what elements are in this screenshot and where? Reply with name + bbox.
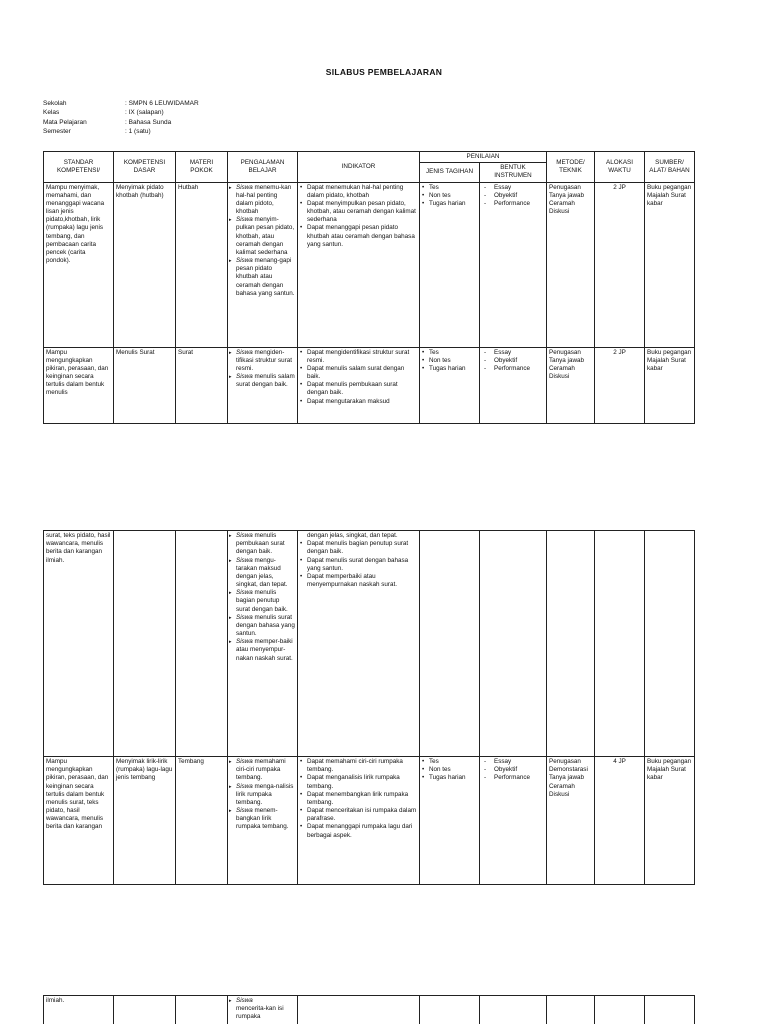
cell-jenis <box>420 182 480 347</box>
siswa-label: Siswa <box>236 348 253 356</box>
list-item <box>230 184 295 217</box>
list-item <box>230 557 295 590</box>
list-item <box>230 758 295 783</box>
list-item <box>230 783 295 808</box>
indikator-continued: dengan jelas, singkat, dan tepat. <box>307 532 398 539</box>
list-item <box>230 216 295 257</box>
list-item: • Dapat menanggapi rumpaka lagu dari berbagai aspek. <box>300 823 417 839</box>
siswa-label: Siswa <box>236 589 253 597</box>
activity-text: menulis surat dengan bahasa yang santun. <box>236 613 295 638</box>
cell-metode: Penugasan Tanya jawab Ceramah Diskusi <box>547 182 595 347</box>
table-row <box>44 347 695 423</box>
activity-text: menyim-pulkan pesan pidato, khotbah, atau ceramah dengan kalimat sederhana <box>236 216 295 256</box>
cell-alokasi <box>595 531 645 757</box>
cell-kompetensi: Menyimak pidato khotbah (hutbah) <box>114 182 176 347</box>
cell-bentuk <box>480 531 547 757</box>
activity-text: menemu-kan hal-hal penting dalam pidoto, khotbah <box>236 183 292 216</box>
cell-bentuk <box>480 757 547 885</box>
info-label: Semester <box>43 127 71 135</box>
list-item: • Dapat menganalisis lirik rumpaka tembang. <box>300 774 417 790</box>
activity-text: memper-baiki atau menyempur-nakan naskah surat. <box>236 638 293 662</box>
cell-sumber: Buku pegangan Majalah Surat kabar <box>645 182 695 347</box>
list-item <box>230 589 295 614</box>
cell-sumber <box>645 531 695 757</box>
cell-alokasi: 2 JP <box>595 347 645 423</box>
syllabus-table-part-1 <box>43 151 695 424</box>
list-item <box>230 614 295 639</box>
activity-text: menga-nalisis lirik rumpaka tembang. <box>236 782 294 806</box>
list-item: - Essay <box>482 758 544 766</box>
cell-standar: ilmiah. <box>44 996 114 1024</box>
cell-materi: Surat <box>176 347 228 423</box>
header-kompetensi: KOMPETENSI DASAR <box>114 152 176 183</box>
cell-sumber: Buku pegangan Majalah Surat kabar <box>645 347 695 423</box>
cell-kompetensi <box>114 996 176 1024</box>
table-row <box>44 182 695 347</box>
activity-text: memahami ciri-ciri rumpaka tembang. <box>236 758 286 782</box>
cell-standar: Mampu menyimak, memahami, dan menanggapi wacana lisan jenis pidato,khotbah, lirik (rumpaka) lagu jenis tembang, dan pembacaan carita pencek (carita pondok). <box>44 182 114 347</box>
list-item: • Dapat memahami ciri-ciri rumpaka tembang. <box>300 758 417 774</box>
cell-materi: Tembang <box>176 757 228 885</box>
list-item <box>230 807 295 832</box>
cell-sumber <box>645 996 695 1024</box>
list-item: • Dapat menceritakan isi rumpaka dalam parafrase. <box>300 807 417 823</box>
siswa-label: Siswa <box>236 807 253 815</box>
cell-sumber: Buku pegangan Majalah Surat kabar <box>645 757 695 885</box>
cell-jenis <box>420 757 480 885</box>
page-title: SILABUS PEMBELAJARAN <box>325 67 443 77</box>
cell-materi <box>176 996 228 1024</box>
cell-bentuk <box>480 996 547 1024</box>
cell-metode <box>547 996 595 1024</box>
list-item: - Performance <box>482 365 544 373</box>
cell-pengalaman <box>228 347 298 423</box>
list-item: • Dapat menulis pembukaan surat dengan baik. <box>300 381 417 397</box>
list-item: • Tugas harian <box>422 365 477 373</box>
list-item: • Tes <box>422 184 477 192</box>
cell-indikator <box>298 531 420 757</box>
list-item: • Dapat menyimpulkan pesan pidato, khotbah, atau ceramah dengan kalimat sederhana <box>300 200 417 225</box>
siswa-label: Siswa <box>236 257 253 265</box>
cell-jenis <box>420 996 480 1024</box>
list-item <box>230 257 295 298</box>
activity-text: menulis pembukaan surat dengan baik. <box>236 532 285 556</box>
table-row <box>44 757 695 885</box>
activity-text: menulis bagian penutup surat dengan baik. <box>236 589 288 613</box>
identity-block <box>43 100 199 137</box>
siswa-label: Siswa <box>236 216 253 224</box>
cell-metode <box>547 531 595 757</box>
header-sumber: SUMBER/ ALAT/ BAHAN <box>645 152 695 183</box>
list-item: • Non tes <box>422 766 477 774</box>
list-item: • Dapat menulis salam surat dengan baik. <box>300 365 417 381</box>
info-value: : Bahasa Sunda <box>125 118 172 126</box>
cell-alokasi: 4 JP <box>595 757 645 885</box>
cell-bentuk <box>480 347 547 423</box>
activity-text: menang-gapi pesan pidato khutbah atau ceramah dengan bahasa yang santun. <box>236 257 295 297</box>
cell-pengalaman <box>228 531 298 757</box>
list-item: • Dapat menulis bagian penutup surat dengan baik. <box>300 540 417 556</box>
siswa-label: Siswa <box>236 183 253 191</box>
cell-jenis <box>420 347 480 423</box>
info-label: Sekolah <box>43 100 67 107</box>
syllabus-table-part-3 <box>43 995 695 1024</box>
siswa-label: Siswa <box>236 532 253 539</box>
syllabus-table-part-2 <box>43 530 695 885</box>
cell-jenis <box>420 531 480 757</box>
list-item: • Dapat menemukan hal-hal penting dalam pidato, khotbah <box>300 184 417 200</box>
info-label: Kelas <box>43 109 60 117</box>
list-item <box>230 532 295 557</box>
siswa-label: Siswa <box>236 758 253 765</box>
activity-text: mengiden-tifikasi struktur surat resmi. <box>236 348 292 372</box>
list-item: - Performance <box>482 200 544 208</box>
siswa-label: Siswa <box>236 638 253 646</box>
info-value: : SMPN 6 LEUWIDAMAR <box>125 100 199 107</box>
list-item <box>230 997 295 1022</box>
list-item <box>230 349 295 374</box>
header-metode: METODE/ TEKNIK <box>547 152 595 183</box>
cell-pengalaman <box>228 757 298 885</box>
info-value: : IX (salapan) <box>125 109 164 117</box>
cell-indikator <box>298 996 420 1024</box>
list-item: • Dapat menulis surat dengan bahasa yang santun. <box>300 557 417 573</box>
list-item: - Obyektif <box>482 766 544 774</box>
cell-metode: Penugasan Tanya jawab Ceramah Diskusi <box>547 347 595 423</box>
cell-alokasi: 2 JP <box>595 182 645 347</box>
header-bentuk: BENTUK INSTRUMEN <box>480 163 547 182</box>
header-alokasi: ALOKASI WAKTU <box>595 152 645 183</box>
list-item: • Non tes <box>422 192 477 200</box>
header-jenis: JENIS TAGIHAN <box>420 163 480 182</box>
activity-text: mencerita-kan isi rumpaka <box>236 1005 284 1021</box>
cell-kompetensi: Menyimak lirik-lirik (rumpaka) lagu-lagu jenis tembang <box>114 757 176 885</box>
cell-kompetensi <box>114 531 176 757</box>
cell-bentuk <box>480 182 547 347</box>
cell-indikator <box>298 757 420 885</box>
cell-materi <box>176 531 228 757</box>
table-row <box>44 996 695 1024</box>
header-pengalaman: PENGALAMAN BELAJAR <box>228 152 298 183</box>
siswa-label: Siswa <box>236 997 253 1004</box>
list-item: - Essay <box>482 349 544 357</box>
list-item: - Obyektif <box>482 357 544 365</box>
siswa-label: Siswa <box>236 613 253 621</box>
activity-text: menem-bangkan lirik rumpaka tembang. <box>236 807 289 831</box>
list-item: • Non tes <box>422 357 477 365</box>
cell-pengalaman <box>228 182 298 347</box>
siswa-label: Siswa <box>236 782 253 790</box>
cell-standar: Mampu mengungkapkan pikiran, perasaan, dan keinginan secara tertulis dalam bentuk menulis surat, teks pidato, hasil wawancara, menulis berita dan karangan <box>44 757 114 885</box>
header-standar: STANDAR KOMPETENSI/ <box>44 152 114 183</box>
list-item <box>230 373 295 389</box>
cell-kompetensi: Menulis Surat <box>114 347 176 423</box>
table-row <box>44 531 695 757</box>
cell-alokasi <box>595 996 645 1024</box>
list-item: • Tes <box>422 349 477 357</box>
cell-materi: Hutbah <box>176 182 228 347</box>
header-penilaian: PENILAIAN <box>420 152 547 163</box>
header-materi: MATERI POKOK <box>176 152 228 183</box>
list-item <box>230 638 295 663</box>
list-item: - Obyektif <box>482 192 544 200</box>
activity-text: menulis salam surat dengan baik. <box>236 373 295 389</box>
header-indikator: INDIKATOR <box>298 152 420 183</box>
info-label: Mata Pelajaran <box>43 118 87 126</box>
cell-standar: surat, teks pidato, hasil wawancara, menulis berita dan karangan ilmiah. <box>44 531 114 757</box>
cell-standar: Mampu mengungkapkan pikiran, perasaan, dan keinginan secara tertulis dalam bentuk menulis <box>44 347 114 423</box>
list-item: • Dapat memperbaiki atau menyempurnakan naskah surat. <box>300 573 417 589</box>
list-item: • Tugas harian <box>422 774 477 782</box>
info-value: : 1 (satu) <box>125 127 151 135</box>
cell-indikator <box>298 347 420 423</box>
cell-metode: Penugasan Demonstarasi Tanya jawab Ceramah Diskusi <box>547 757 595 885</box>
list-item: • Dapat menanggapi pesan pidato khutbah atau ceramah dengan bahasa yang santun. <box>300 224 417 249</box>
siswa-label: Siswa <box>236 373 253 381</box>
siswa-label: Siswa <box>236 556 253 564</box>
list-item: • Tes <box>422 758 477 766</box>
cell-indikator <box>298 182 420 347</box>
list-item: • Dapat mengidentifikasi struktur surat resmi. <box>300 349 417 365</box>
activity-text: mengu-tarakan maksud dengan jelas, singkat, dan tepat. <box>236 556 288 589</box>
list-item: • Dapat mengutarakan maksud <box>300 398 417 406</box>
list-item: - Essay <box>482 184 544 192</box>
cell-pengalaman <box>228 996 298 1024</box>
list-item: • Dapat menembangkan lirik rumpaka tembang. <box>300 791 417 807</box>
list-item: - Performance <box>482 774 544 782</box>
list-item: • Tugas harian <box>422 200 477 208</box>
